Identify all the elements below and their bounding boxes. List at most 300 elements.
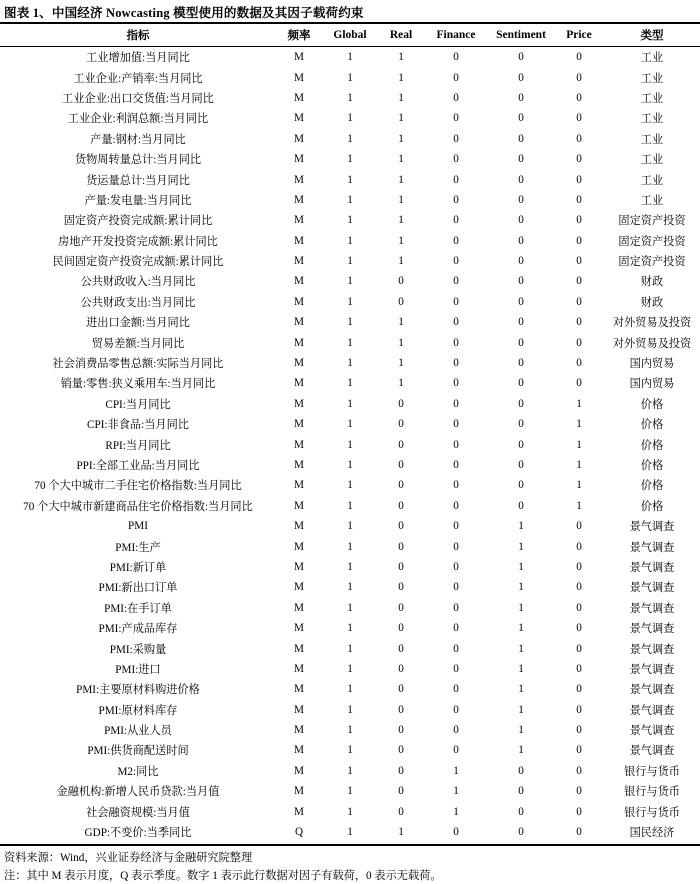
header-price: Price	[554, 24, 604, 47]
global-cell: 1	[347, 418, 353, 431]
category-cell: 国内贸易	[629, 358, 675, 371]
global-cell: 1	[347, 173, 353, 186]
price-cell: 0	[576, 662, 582, 675]
price-cell: 1	[576, 459, 582, 471]
sentiment-cell: 0	[518, 357, 524, 370]
real-cell: 0	[398, 418, 404, 431]
finance-cell: 0	[453, 520, 459, 533]
category-cell: 银行与货币	[624, 786, 680, 799]
frequency-cell: M	[294, 499, 304, 512]
category-cell: 景气调查	[629, 684, 675, 697]
frequency-cell: M	[294, 91, 304, 104]
global-cell: 1	[347, 703, 353, 716]
indicator-cell: PPI:全部工业品:当月同比	[76, 460, 200, 472]
global-cell: 1	[347, 622, 353, 635]
price-cell: 0	[576, 581, 582, 594]
finance-cell: 0	[453, 132, 459, 145]
finance-cell: 0	[453, 724, 459, 737]
global-cell: 1	[347, 91, 353, 104]
global-cell: 1	[347, 499, 353, 512]
category-cell: 银行与货币	[624, 765, 680, 778]
indicator-cell: PMI:新出口订单	[98, 582, 178, 595]
table-row	[0, 373, 700, 393]
real-cell: 0	[398, 785, 404, 798]
sentiment-cell: 0	[518, 112, 524, 125]
price-cell: 0	[576, 377, 582, 390]
real-cell: 0	[398, 540, 404, 553]
real-cell: 0	[398, 622, 404, 635]
real-cell: 0	[398, 397, 404, 410]
indicator-cell: PMI:采购量	[109, 643, 167, 656]
frequency-cell: M	[294, 805, 304, 818]
table-row	[0, 822, 700, 842]
price-cell: 0	[576, 703, 582, 716]
table-row	[0, 618, 700, 638]
table-row	[0, 414, 700, 434]
sentiment-cell: 1	[518, 622, 524, 635]
table-row	[0, 659, 700, 679]
finance-cell: 0	[453, 418, 459, 431]
frequency-cell: M	[294, 785, 304, 798]
indicator-cell: GDP:不变价:当季同比	[84, 827, 192, 840]
indicator-cell: 民间固定资产投资完成额:累计同比	[52, 256, 224, 269]
finance-cell: 0	[453, 438, 459, 451]
indicator-cell: 社会消费品零售总额:实际当月同比	[52, 358, 224, 371]
frequency-cell: Q	[294, 826, 304, 839]
frequency-cell: M	[294, 112, 304, 125]
category-cell: 景气调查	[629, 582, 675, 595]
finance-cell: 0	[453, 357, 459, 370]
price-cell: 0	[576, 153, 582, 166]
sentiment-cell: 0	[518, 459, 524, 471]
price-cell: 0	[576, 173, 582, 186]
table-row	[0, 332, 700, 352]
sentiment-cell: 0	[518, 275, 524, 288]
sentiment-cell: 0	[518, 764, 524, 777]
indicator-cell: 公共财政支出:当月同比	[80, 296, 196, 309]
indicator-cell: 工业企业:利润总额:当月同比	[67, 113, 209, 126]
price-cell: 0	[576, 255, 582, 268]
price-cell: 1	[576, 418, 582, 431]
sentiment-cell: 0	[518, 255, 524, 268]
price-cell: 0	[576, 71, 582, 84]
global-cell: 1	[347, 295, 353, 308]
real-cell: 1	[398, 214, 404, 227]
indicator-cell: 工业企业:产销率:当月同比	[73, 72, 203, 85]
finance-cell: 0	[453, 499, 459, 512]
real-cell: 0	[398, 642, 404, 655]
real-cell: 0	[398, 438, 404, 451]
sentiment-cell: 1	[518, 642, 524, 655]
table-row	[0, 353, 700, 373]
finance-cell: 0	[453, 234, 459, 247]
category-cell: 对外贸易及投资	[612, 317, 692, 330]
price-cell: 0	[576, 520, 582, 533]
category-cell: 工业	[640, 133, 664, 146]
table-row	[0, 292, 700, 312]
finance-cell: 0	[453, 295, 459, 308]
global-cell: 1	[347, 826, 353, 839]
real-cell: 1	[398, 71, 404, 84]
real-cell: 1	[398, 193, 404, 206]
sentiment-cell: 0	[518, 71, 524, 84]
frequency-cell: M	[294, 336, 304, 349]
sentiment-cell: 0	[518, 214, 524, 227]
category-cell: 价格	[640, 500, 664, 513]
finance-cell: 0	[453, 683, 459, 696]
sentiment-cell: 0	[518, 132, 524, 145]
table-row	[0, 781, 700, 801]
frequency-cell: M	[294, 520, 304, 533]
finance-cell: 0	[453, 173, 459, 186]
price-cell: 0	[576, 275, 582, 288]
category-cell: 工业	[640, 52, 664, 65]
frequency-cell: M	[294, 173, 304, 186]
finance-cell: 0	[453, 275, 459, 288]
frequency-cell: M	[294, 724, 304, 737]
legend-note: 注：其中 M 表示月度，Q 表示季度。数字 1 表示此行数据对因子有载荷，0 表示无载荷。	[4, 870, 442, 882]
category-cell: 价格	[640, 439, 664, 452]
price-cell: 0	[576, 826, 582, 839]
price-cell: 0	[576, 724, 582, 737]
category-cell: 工业	[640, 113, 664, 126]
real-cell: 0	[398, 805, 404, 818]
indicator-cell: 货物周转量总计:当月同比	[74, 154, 202, 167]
price-cell: 0	[576, 744, 582, 757]
price-cell: 0	[576, 336, 582, 349]
finance-cell: 0	[453, 316, 459, 329]
finance-cell: 0	[453, 703, 459, 716]
indicator-cell: 货运量总计:当月同比	[86, 174, 190, 187]
indicator-cell: CPI:当月同比	[105, 398, 171, 411]
frequency-cell: M	[294, 234, 304, 247]
indicator-cell: 工业增加值:当月同比	[86, 52, 190, 65]
table-row	[0, 720, 700, 740]
category-cell: 固定资产投资	[618, 215, 686, 228]
table-row	[0, 475, 700, 495]
category-cell: 财政	[640, 296, 664, 309]
finance-cell: 0	[453, 377, 459, 390]
global-cell: 1	[347, 132, 353, 145]
category-cell: 价格	[640, 398, 664, 411]
table-row	[0, 638, 700, 658]
frequency-cell: M	[294, 622, 304, 635]
indicator-cell: PMI:产成品库存	[98, 623, 178, 636]
category-cell: 景气调查	[629, 663, 675, 676]
finance-cell: 0	[453, 71, 459, 84]
category-cell: 工业	[640, 72, 664, 85]
frequency-cell: M	[294, 703, 304, 716]
table-row	[0, 251, 700, 271]
sentiment-cell: 1	[518, 520, 524, 533]
global-cell: 1	[347, 581, 353, 594]
finance-cell: 0	[453, 744, 459, 757]
finance-cell: 0	[453, 193, 459, 206]
sentiment-cell: 1	[518, 744, 524, 757]
sentiment-cell: 0	[518, 91, 524, 104]
table-row	[0, 740, 700, 760]
indicator-cell: 销量:零售:狭义乘用车:当月同比	[60, 378, 216, 391]
frequency-cell: M	[294, 581, 304, 594]
sentiment-cell: 0	[518, 377, 524, 390]
indicator-cell: 进出口金额:当月同比	[86, 317, 190, 330]
real-cell: 0	[398, 560, 404, 573]
table-row	[0, 149, 700, 169]
sentiment-cell: 0	[518, 418, 524, 431]
table-row	[0, 557, 700, 577]
category-cell: 国民经济	[629, 827, 675, 840]
frequency-cell: M	[294, 71, 304, 84]
category-cell: 景气调查	[629, 745, 675, 758]
global-cell: 1	[347, 214, 353, 227]
price-cell: 1	[576, 438, 582, 451]
finance-cell: 0	[453, 662, 459, 675]
finance-cell: 0	[453, 112, 459, 125]
price-cell: 1	[576, 479, 582, 492]
table-row	[0, 169, 700, 189]
indicator-cell: PMI:生产	[115, 541, 161, 554]
table-row	[0, 67, 700, 87]
global-cell: 1	[347, 377, 353, 390]
finance-cell: 0	[453, 336, 459, 349]
category-cell: 工业	[640, 154, 664, 167]
global-cell: 1	[347, 744, 353, 757]
indicator-cell: PMI:新订单	[109, 561, 167, 574]
table-row	[0, 210, 700, 230]
real-cell: 0	[398, 581, 404, 594]
real-cell: 1	[398, 316, 404, 329]
frequency-cell: M	[294, 153, 304, 166]
frequency-cell: M	[294, 193, 304, 206]
sentiment-cell: 0	[518, 397, 524, 410]
sentiment-cell: 0	[518, 153, 524, 166]
finance-cell: 0	[453, 51, 459, 64]
indicator-cell: 金融机构:新增人民币贷款:当月值	[56, 786, 220, 799]
sentiment-cell: 0	[518, 51, 524, 64]
frequency-cell: M	[294, 560, 304, 573]
real-cell: 1	[398, 173, 404, 186]
sentiment-cell: 0	[518, 336, 524, 349]
sentiment-cell: 1	[518, 724, 524, 737]
category-cell: 财政	[640, 276, 664, 289]
real-cell: 1	[398, 91, 404, 104]
finance-cell: 1	[453, 785, 459, 798]
price-cell: 1	[576, 499, 582, 512]
price-cell: 0	[576, 214, 582, 227]
real-cell: 0	[398, 683, 404, 696]
real-cell: 0	[398, 601, 404, 614]
real-cell: 1	[398, 826, 404, 839]
table-row	[0, 129, 700, 149]
indicator-cell: 公共财政收入:当月同比	[80, 276, 196, 289]
global-cell: 1	[347, 459, 353, 471]
global-cell: 1	[347, 764, 353, 777]
category-cell: 工业	[640, 92, 664, 105]
price-cell: 0	[576, 316, 582, 329]
price-cell: 0	[576, 560, 582, 573]
indicator-cell: PMI	[128, 520, 148, 533]
indicator-cell: 社会融资规模:当月值	[86, 806, 190, 819]
category-cell: 景气调查	[629, 521, 675, 534]
global-cell: 1	[347, 642, 353, 655]
sentiment-cell: 0	[518, 438, 524, 451]
frequency-cell: M	[294, 397, 304, 410]
indicator-cell: 产量:发电量:当月同比	[84, 194, 192, 207]
indicator-cell: 70 个大中城市新建商品住宅价格指数:当月同比	[23, 500, 253, 513]
global-cell: 1	[347, 357, 353, 370]
category-cell: 景气调查	[629, 541, 675, 554]
real-cell: 1	[398, 51, 404, 64]
real-cell: 1	[398, 234, 404, 247]
category-cell: 固定资产投资	[618, 256, 686, 269]
frequency-cell: M	[294, 662, 304, 675]
table-row	[0, 801, 700, 821]
sentiment-cell: 1	[518, 540, 524, 553]
table-row	[0, 190, 700, 210]
sentiment-cell: 0	[518, 193, 524, 206]
global-cell: 1	[347, 51, 353, 64]
real-cell: 1	[398, 336, 404, 349]
finance-cell: 0	[453, 642, 459, 655]
category-cell: 景气调查	[629, 725, 675, 738]
global-cell: 1	[347, 71, 353, 84]
table-row	[0, 679, 700, 699]
indicator-cell: 固定资产投资完成额:累计同比	[63, 215, 213, 228]
sentiment-cell: 0	[518, 295, 524, 308]
price-cell: 0	[576, 295, 582, 308]
global-cell: 1	[347, 724, 353, 737]
price-cell: 0	[576, 805, 582, 818]
category-cell: 工业	[640, 194, 664, 207]
real-cell: 0	[398, 520, 404, 533]
real-cell: 0	[398, 744, 404, 757]
frequency-cell: M	[294, 764, 304, 777]
table-row	[0, 761, 700, 781]
price-cell: 0	[576, 785, 582, 798]
sentiment-cell: 0	[518, 479, 524, 492]
global-cell: 1	[347, 805, 353, 818]
frequency-cell: M	[294, 744, 304, 757]
factor-loading-table	[0, 24, 700, 842]
indicator-cell: RPI:当月同比	[105, 439, 171, 452]
sentiment-cell: 0	[518, 499, 524, 512]
sentiment-cell: 1	[518, 560, 524, 573]
global-cell: 1	[347, 112, 353, 125]
bottom-rule	[0, 844, 700, 846]
price-cell: 0	[576, 622, 582, 635]
header-category: 类型	[604, 24, 700, 47]
frequency-cell: M	[294, 132, 304, 145]
table-row	[0, 47, 700, 68]
real-cell: 0	[398, 479, 404, 492]
indicator-cell: PMI:供货商配送时间	[87, 745, 189, 758]
frequency-cell: M	[294, 357, 304, 370]
finance-cell: 0	[453, 255, 459, 268]
table-row	[0, 88, 700, 108]
frequency-cell: M	[294, 377, 304, 390]
global-cell: 1	[347, 153, 353, 166]
global-cell: 1	[347, 438, 353, 451]
global-cell: 1	[347, 234, 353, 247]
frequency-cell: M	[294, 438, 304, 451]
table-row	[0, 108, 700, 128]
indicator-cell: 工业企业:出口交货值:当月同比	[62, 92, 214, 105]
global-cell: 1	[347, 336, 353, 349]
category-cell: 景气调查	[629, 561, 675, 574]
price-cell: 1	[576, 397, 582, 410]
table-row	[0, 598, 700, 618]
frequency-cell: M	[294, 601, 304, 614]
category-cell: 价格	[640, 460, 664, 472]
category-cell: 价格	[640, 480, 664, 493]
frequency-cell: M	[294, 683, 304, 696]
category-cell: 工业	[640, 174, 664, 187]
finance-cell: 1	[453, 805, 459, 818]
global-cell: 1	[347, 683, 353, 696]
sentiment-cell: 1	[518, 601, 524, 614]
price-cell: 0	[576, 112, 582, 125]
real-cell: 1	[398, 132, 404, 145]
price-cell: 0	[576, 357, 582, 370]
frequency-cell: M	[294, 255, 304, 268]
source-note: 资料来源：Wind，兴业证券经济与金融研究院整理	[4, 852, 253, 864]
sentiment-cell: 1	[518, 683, 524, 696]
price-cell: 0	[576, 642, 582, 655]
real-cell: 0	[398, 275, 404, 288]
finance-cell: 0	[453, 91, 459, 104]
table-row	[0, 577, 700, 597]
sentiment-cell: 0	[518, 826, 524, 839]
table-row	[0, 536, 700, 556]
header-frequency: 频率	[276, 24, 322, 47]
global-cell: 1	[347, 520, 353, 533]
finance-cell: 0	[453, 581, 459, 594]
table-row	[0, 496, 700, 516]
category-cell: 景气调查	[629, 643, 675, 656]
table-row	[0, 271, 700, 291]
sentiment-cell: 0	[518, 173, 524, 186]
table-row	[0, 700, 700, 720]
finance-cell: 0	[453, 459, 459, 471]
finance-cell: 0	[453, 153, 459, 166]
header-real: Real	[378, 24, 424, 47]
table-row	[0, 394, 700, 414]
category-cell: 国内贸易	[629, 378, 675, 391]
sentiment-cell: 0	[518, 785, 524, 798]
finance-cell: 0	[453, 479, 459, 492]
global-cell: 1	[347, 275, 353, 288]
category-cell: 景气调查	[629, 704, 675, 717]
frequency-cell: M	[294, 418, 304, 431]
real-cell: 0	[398, 703, 404, 716]
global-cell: 1	[347, 785, 353, 798]
indicator-cell: 房地产开发投资完成额:累计同比	[58, 235, 218, 248]
sentiment-cell: 1	[518, 662, 524, 675]
global-cell: 1	[347, 479, 353, 492]
frequency-cell: M	[294, 459, 304, 471]
sentiment-cell: 0	[518, 805, 524, 818]
real-cell: 0	[398, 459, 404, 471]
indicator-cell: PMI:原材料库存	[98, 704, 178, 717]
table-body	[0, 47, 700, 843]
frequency-cell: M	[294, 275, 304, 288]
sentiment-cell: 1	[518, 703, 524, 716]
indicator-cell: CPI:非食品:当月同比	[87, 419, 189, 432]
real-cell: 1	[398, 255, 404, 268]
category-cell: 景气调查	[629, 623, 675, 636]
price-cell: 0	[576, 51, 582, 64]
real-cell: 0	[398, 499, 404, 512]
